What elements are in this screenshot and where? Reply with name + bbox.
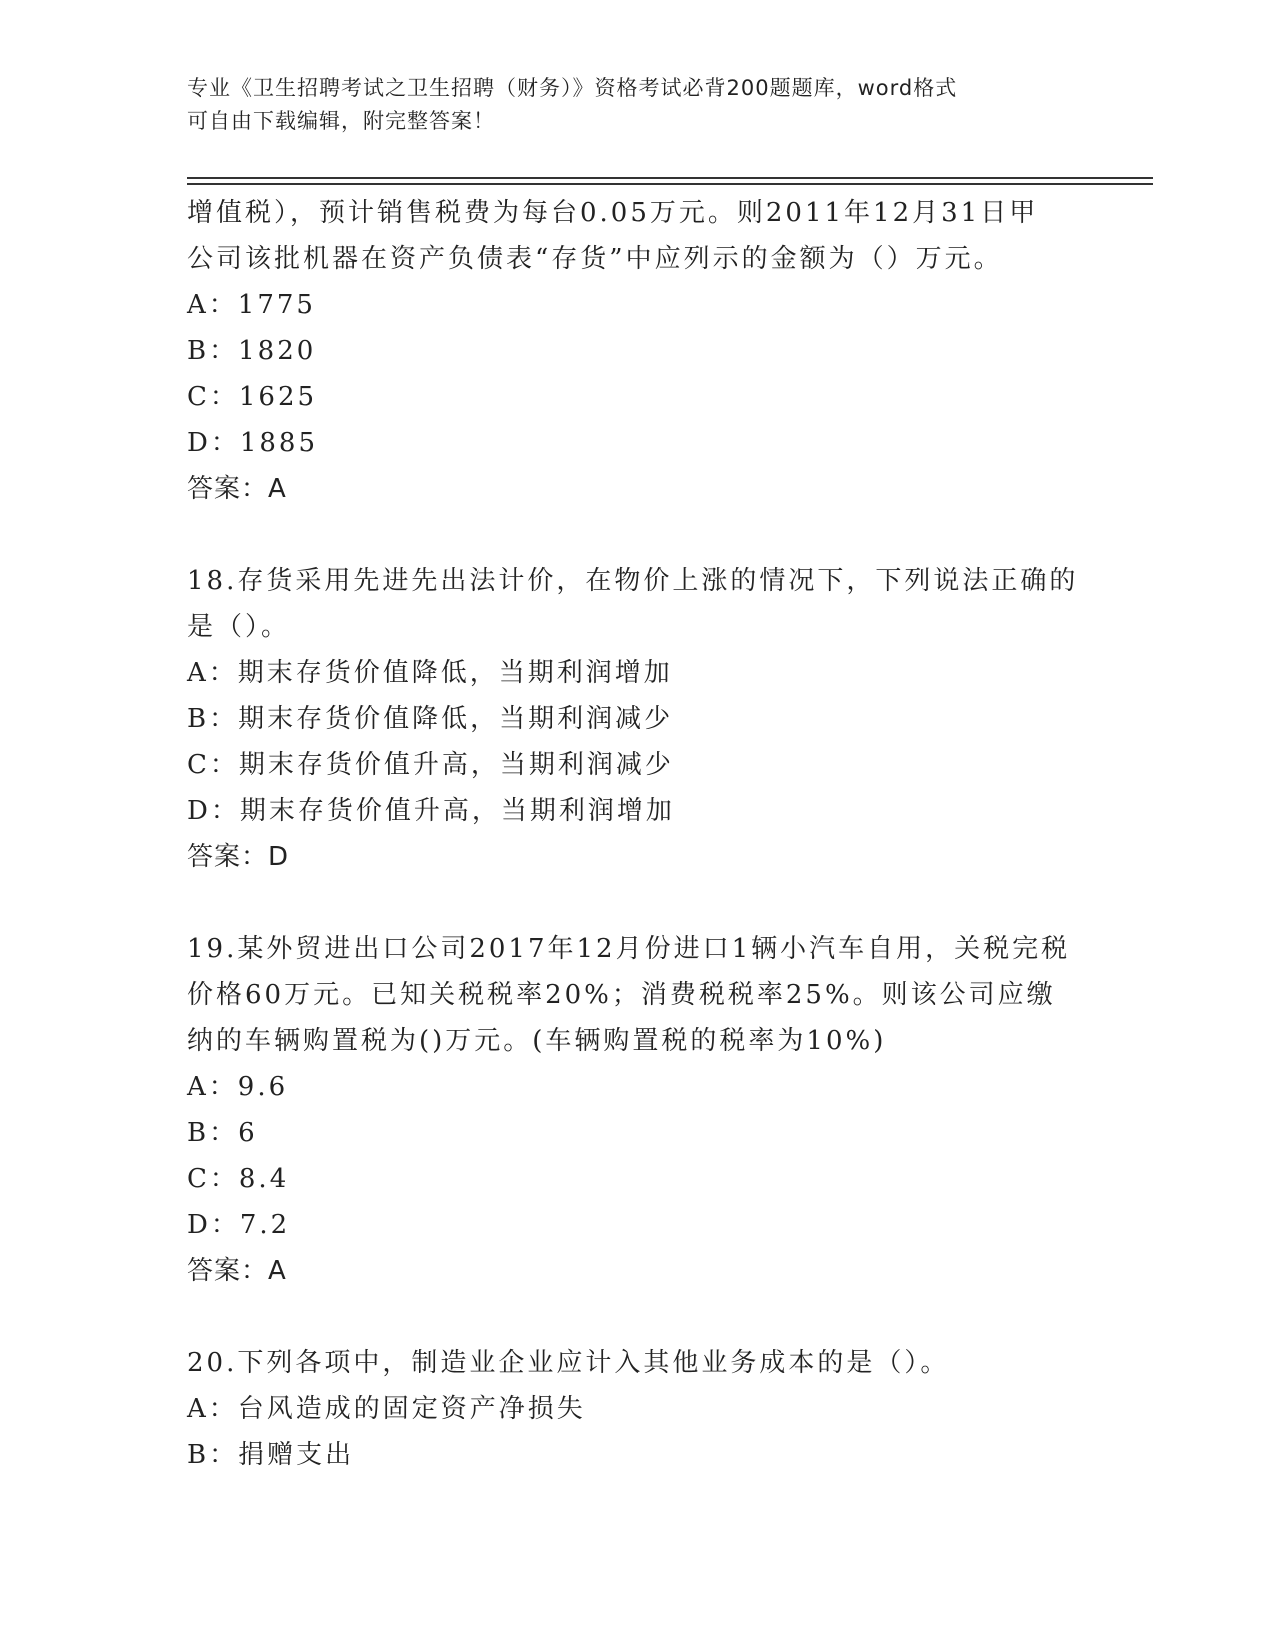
- header-title-line-2: 可自由下载编辑，附完整答案！: [187, 109, 495, 133]
- option-b: B：期末存货价值降低，当期利润减少: [187, 704, 674, 734]
- question-stem-line: 20.下列各项中，制造业企业应计入其他业务成本的是（）。: [187, 1348, 950, 1378]
- question-18: [187, 558, 1087, 880]
- question-spacer: [187, 880, 1087, 926]
- option-b: B：1820: [187, 336, 317, 366]
- answer-line: 答案：A: [187, 1256, 287, 1286]
- question-content: [187, 190, 1087, 1478]
- header-divider-bottom: [187, 183, 1153, 185]
- option-a: A：台风造成的固定资产净损失: [187, 1394, 586, 1424]
- question-stem-line: 纳的车辆购置税为()万元。(车辆购置税的税率为10%): [187, 1026, 887, 1056]
- option-b: B：6: [187, 1118, 258, 1148]
- question-stem-line: 增值税），预计销售税费为每台0.05万元。则2011年12月31日甲: [187, 198, 1039, 228]
- option-d: D：期末存货价值升高，当期利润增加: [187, 796, 675, 826]
- page-header: [187, 72, 1087, 138]
- answer-line: 答案：D: [187, 842, 290, 872]
- header-divider-top: [187, 177, 1153, 179]
- question-stem-line: 18.存货采用先进先出法计价，在物价上涨的情况下，下列说法正确的: [187, 566, 1079, 596]
- question-stem-line: 19.某外贸进出口公司2017年12月份进口1辆小汽车自用，关税完税: [187, 934, 1071, 964]
- option-a: A：1775: [187, 290, 316, 320]
- option-c: C：1625: [187, 382, 318, 412]
- question-stem-line: 价格60万元。已知关税税率20%；消费税税率25%。则该公司应缴: [187, 980, 1056, 1010]
- question-stem-line: 是（）。: [187, 612, 291, 642]
- option-c: C：期末存货价值升高，当期利润减少: [187, 750, 674, 780]
- question-20: [187, 1340, 1087, 1478]
- option-a: A：9.6: [187, 1072, 289, 1102]
- question-spacer: [187, 512, 1087, 558]
- option-d: D：7.2: [187, 1210, 291, 1240]
- header-title-line-1: 专业《卫生招聘考试之卫生招聘（财务）》资格考试必背200题题库，word格式: [187, 76, 958, 100]
- question-spacer: [187, 1294, 1087, 1340]
- option-a: A：期末存货价值降低，当期利润增加: [187, 658, 673, 688]
- option-c: C：8.4: [187, 1164, 290, 1194]
- option-d: D：1885: [187, 428, 319, 458]
- question-stem-line: 公司该批机器在资产负债表“存货”中应列示的金额为（）万元。: [187, 244, 1003, 274]
- answer-line: 答案：A: [187, 474, 287, 504]
- question-17: [187, 190, 1087, 512]
- option-b: B：捐赠支出: [187, 1440, 355, 1470]
- question-19: [187, 926, 1087, 1294]
